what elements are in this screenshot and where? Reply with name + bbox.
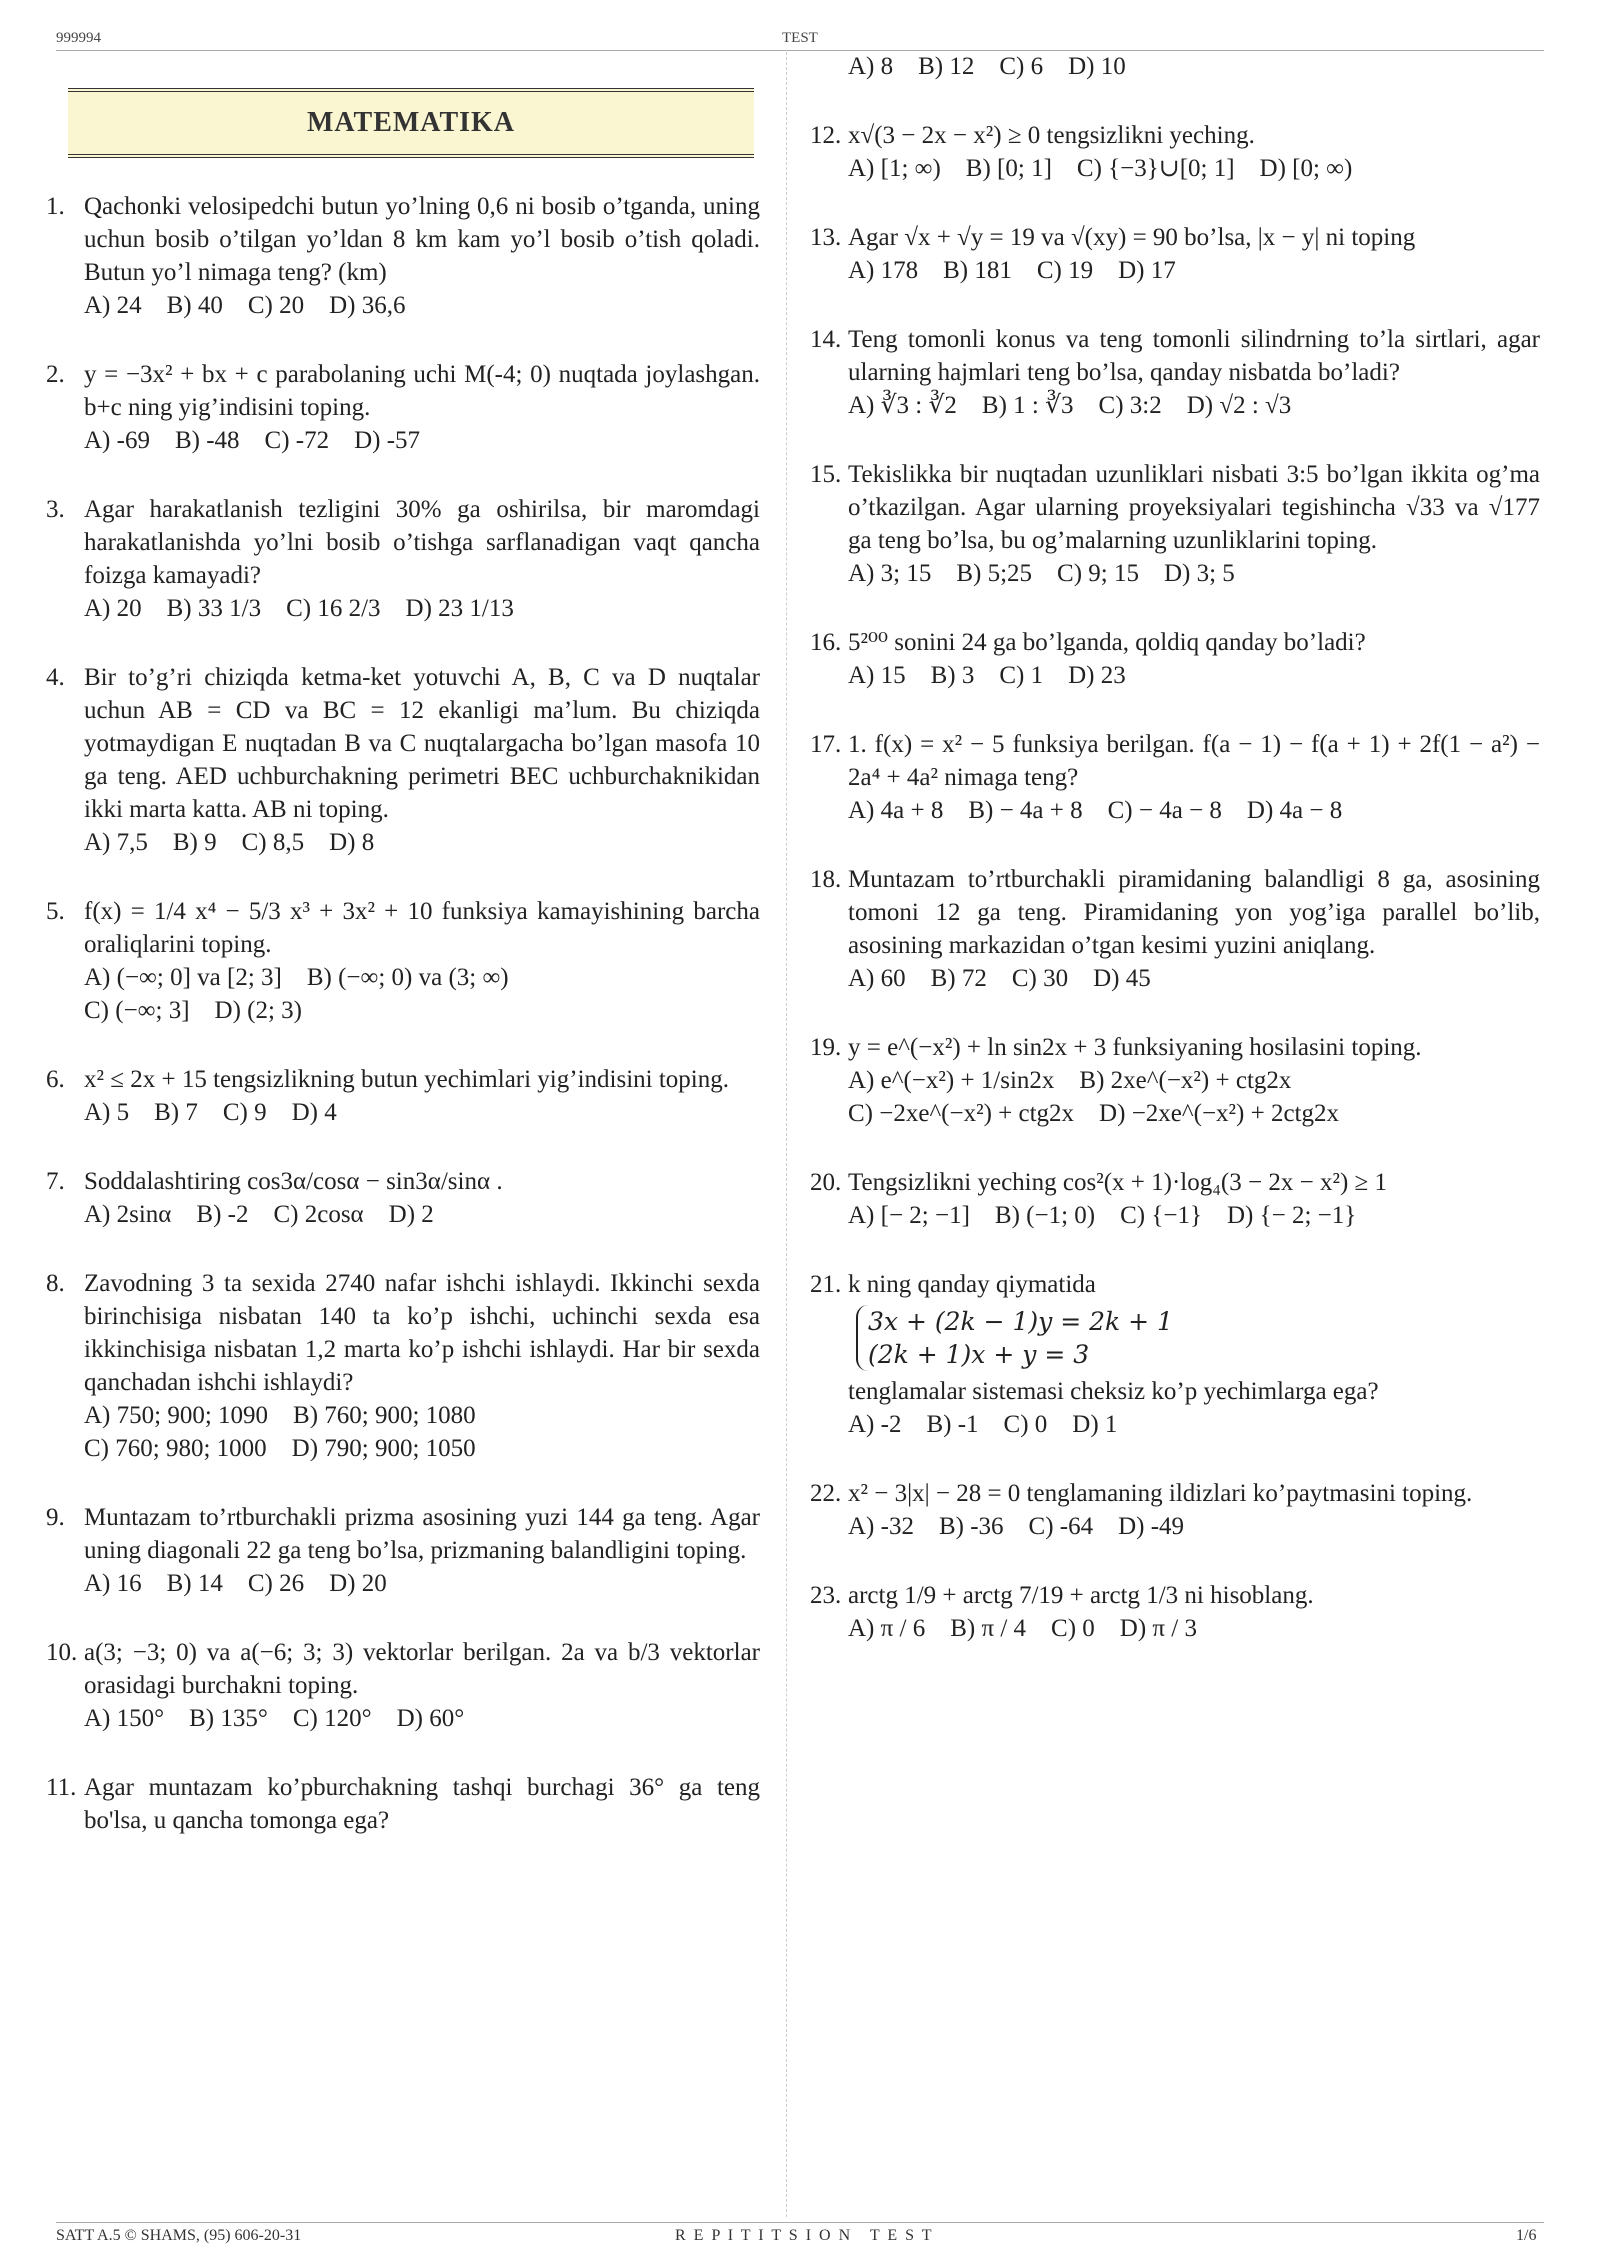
question-text: y = e^(−x²) + ln sin2x + 3 funksiyaning hosilasini toping. <box>848 1034 1422 1061</box>
question-number: 16. <box>810 629 842 656</box>
question-text: 5²⁰⁰ sonini 24 ga bo’lganda, qoldiq qanday bo’ladi? <box>848 629 1366 656</box>
question <box>810 1579 1540 1645</box>
question-number: 7. <box>46 1168 65 1195</box>
question-text: f(x) = 1/4 x⁴ − 5/3 x³ + 3x² + 10 funksiya kamayishining barcha oraliqlarini toping. <box>84 898 760 958</box>
question-number: 14. <box>810 326 842 353</box>
question <box>46 661 760 859</box>
question-number: 1. <box>46 193 65 220</box>
question-number: 9. <box>46 1504 65 1531</box>
question-number: 17. <box>810 731 842 758</box>
question-number: 10. <box>46 1639 78 1666</box>
question-text: Agar √x + √y = 19 va √(xy) = 90 bo’lsa, |x − y| ni toping <box>848 224 1416 251</box>
answer-options: A) 3; 15 B) 5;25 C) 9; 15 D) 3; 5 <box>848 560 1235 587</box>
question <box>810 458 1540 590</box>
question-number: 13. <box>810 224 842 251</box>
question <box>810 728 1540 827</box>
question-text: Tekislikka bir nuqtadan uzunliklari nisbati 3:5 bo’lgan ikkita og’ma o’tkazilgan. Agar ularning proyeksiyalari tegishincha √33 va √177 ga teng bo’lsa, bu og’malarning uzunliklarini toping. <box>848 461 1540 554</box>
header-title: TEST <box>782 30 818 46</box>
question <box>46 190 760 322</box>
answer-options: A) 16 B) 14 C) 26 D) 20 <box>84 1570 387 1597</box>
question <box>46 1771 760 1837</box>
question <box>46 1267 760 1465</box>
equation-system <box>856 1305 1173 1371</box>
question-text: k ning qanday qiymatida <box>848 1271 1096 1298</box>
question <box>46 895 760 1027</box>
answer-options: A) 5 B) 7 C) 9 D) 4 <box>84 1099 337 1126</box>
question-number: 18. <box>810 866 842 893</box>
answer-options: A) ∛3 : ∛2 B) 1 : ∛3 C) 3:2 D) √2 : √3 <box>848 392 1292 419</box>
answer-options: A) -69 B) -48 C) -72 D) -57 <box>84 427 421 454</box>
answer-options: A) 2sinα B) -2 C) 2cosα D) 2 <box>84 1201 434 1228</box>
question-text: Qachonki velosipedchi butun yo’lning 0,6 ni bosib o’tganda, uning uchun bosib o’tilgan yo’ldan 8 km kam yo’l bosib o’tish qoladi. Butun yo’l nimaga teng? (km) <box>84 193 760 286</box>
question-text: arctg 1/9 + arctg 7/19 + arctg 1/3 ni hisoblang. <box>848 1582 1314 1609</box>
question-number: 23. <box>810 1582 842 1609</box>
question <box>810 1166 1540 1232</box>
question <box>46 1501 760 1600</box>
question <box>810 863 1540 995</box>
question-text: x² − 3|x| − 28 = 0 tenglamaning ildizlari ko’paytmasini toping. <box>848 1480 1473 1507</box>
answer-options: A) -32 B) -36 C) -64 D) -49 <box>848 1513 1185 1540</box>
question <box>810 1477 1540 1543</box>
question <box>810 323 1540 422</box>
question <box>46 1063 760 1129</box>
question <box>810 50 1540 83</box>
question-number: 3. <box>46 496 65 523</box>
section-title: MATEMATIKA <box>306 107 516 138</box>
question <box>810 119 1540 185</box>
question <box>46 1165 760 1231</box>
answer-options: A) 20 B) 33 1/3 C) 16 2/3 D) 23 1/13 <box>84 595 514 622</box>
answer-options: A) 7,5 B) 9 C) 8,5 D) 8 <box>84 829 375 856</box>
footer-left: SATT A.5 © SHAMS, (95) 606-20-31 <box>56 2227 302 2244</box>
question <box>810 221 1540 287</box>
right-column <box>810 50 1540 1681</box>
answer-options: A) 8 B) 12 C) 6 D) 10 <box>848 53 1126 80</box>
answer-options: A) 15 B) 3 C) 1 D) 23 <box>848 662 1126 689</box>
question <box>46 1636 760 1735</box>
answer-options: A) e^(−x²) + 1/sin2x B) 2xe^(−x²) + ctg2x C) −2xe^(−x²) + ctg2x D) −2xe^(−x²) + 2ctg2x <box>848 1067 1340 1127</box>
question-number: 20. <box>810 1169 842 1196</box>
answer-options: A) [1; ∞) B) [0; 1] C) {−3}∪[0; 1] D) [0; ∞) <box>848 155 1353 182</box>
question-number: 6. <box>46 1066 65 1093</box>
answer-options: A) [− 2; −1] B) (−1; 0) C) {−1} D) {− 2; −1} <box>848 1202 1357 1229</box>
question-text: Tengsizlikni yeching cos²(x + 1)·log₄(3 − 2x − x²) ≥ 1 <box>848 1169 1387 1196</box>
equation-line: 3x + (2k − 1)y = 2k + 1 <box>868 1307 1173 1336</box>
question-number: 4. <box>46 664 65 691</box>
question-text: Teng tomonli konus va teng tomonli silindrning to’la sirtlari, agar ularning hajmlari teng bo’lsa, qanday nisbatda bo’ladi? <box>848 326 1540 386</box>
column-divider <box>786 52 787 2217</box>
answer-options: A) 178 B) 181 C) 19 D) 17 <box>848 257 1176 284</box>
question-number: 12. <box>810 122 842 149</box>
question-text: a(3; −3; 0) va a(−6; 3; 3) vektorlar berilgan. 2a va b/3 vektorlar orasidagi burchakni toping. <box>84 1639 760 1699</box>
footer-center: R E P I T I T S I O N T E S T <box>675 2227 934 2244</box>
left-column <box>46 100 760 1873</box>
question-text: Agar harakatlanish tezligini 30% ga oshirilsa, bir maromdagi harakatlanishda yo’lni bosib o’tishga sarflanadigan vaqt qancha foizga kamayadi? <box>84 496 760 589</box>
answer-options: A) (−∞; 0] va [2; 3] B) (−∞; 0) va (3; ∞) C) (−∞; 3] D) (2; 3) <box>84 964 509 1024</box>
question-text-continued: tenglamalar sistemasi cheksiz ko’p yechimlarga ega? <box>848 1378 1379 1405</box>
question-number: 5. <box>46 898 65 925</box>
answer-options: A) π / 6 B) π / 4 C) 0 D) π / 3 <box>848 1615 1197 1642</box>
question-number: 22. <box>810 1480 842 1507</box>
question-text: Muntazam to’rtburchakli prizma asosining yuzi 144 ga teng. Agar uning diagonali 22 ga teng bo’lsa, prizmaning balandligini toping. <box>84 1504 760 1564</box>
question-number: 21. <box>810 1271 842 1298</box>
question <box>810 1031 1540 1130</box>
question-number: 8. <box>46 1270 65 1297</box>
question-text: Muntazam to’rtburchakli piramidaning balandligi 8 ga, asosining tomoni 12 ga teng. Piramidaning yon yog’iga parallel bo’lib, asosining markazidan o’tgan kesimi yuzini aniqlang. <box>848 866 1540 959</box>
question-text: y = −3x² + bx + c parabolaning uchi M(-4; 0) nuqtada joylashgan. b+c ning yig’indisini toping. <box>84 361 760 421</box>
question-number: 15. <box>810 461 842 488</box>
question <box>46 358 760 457</box>
answer-options: A) 60 B) 72 C) 30 D) 45 <box>848 965 1151 992</box>
question-text: Zavodning 3 ta sexida 2740 nafar ishchi ishlaydi. Ikkinchi sexda birinchisiga nisbatan 140 ta ko’p ishchi, uchinchi sexda esa ikkinchisiga nisbatan 1,2 marta ko’p ishchi ishlaydi. Har bir sexda qanchadan ishchi ishlaydi? <box>84 1270 760 1396</box>
answer-options: A) 24 B) 40 C) 20 D) 36,6 <box>84 292 406 319</box>
question-number: 19. <box>810 1034 842 1061</box>
footer-divider <box>56 2222 1544 2223</box>
question <box>810 1268 1540 1441</box>
footer-page-number: 1/6 <box>1516 2227 1537 2244</box>
question-text: Soddalashtiring cos3α/cosα − sin3α/sinα . <box>84 1168 503 1195</box>
answer-options: A) 750; 900; 1090 B) 760; 900; 1080 C) 760; 980; 1000 D) 790; 900; 1050 <box>84 1402 476 1462</box>
question-text: x² ≤ 2x + 15 tengsizlikning butun yechimlari yig’indisini toping. <box>84 1066 729 1093</box>
question-number: 2. <box>46 361 65 388</box>
question-text: Agar muntazam ko’pburchakning tashqi burchagi 36° ga teng bo'lsa, u qancha tomonga ega? <box>84 1774 760 1834</box>
header-code: 999994 <box>56 30 101 46</box>
question-text: Bir to’g’ri chiziqda ketma-ket yotuvchi A, B, C va D nuqtalar uchun AB = CD va BC = 12 ekanligi ma’lum. Bu chiziqda yotmaydigan E nuqtadan B va C nuqtalargacha bo’lgan masofa 10 ga teng. AED uchburchakning perimetri BEC uchburchaknikidan ikki marta katta. AB ni toping. <box>84 664 760 823</box>
question <box>810 626 1540 692</box>
question-number: 11. <box>46 1774 77 1801</box>
answer-options: A) -2 B) -1 C) 0 D) 1 <box>848 1411 1118 1438</box>
answer-options: A) 150° B) 135° C) 120° D) 60° <box>84 1705 465 1732</box>
question <box>46 493 760 625</box>
equation-line: (2k + 1)x + y = 3 <box>868 1340 1090 1369</box>
question-text: 1. f(x) = x² − 5 funksiya berilgan. f(a − 1) − f(a + 1) + 2f(1 − a²) − 2a⁴ + 4a² nimaga teng? <box>848 731 1540 791</box>
answer-options: A) 4a + 8 B) − 4a + 8 C) − 4a − 8 D) 4a − 8 <box>848 797 1343 824</box>
question-text: x√(3 − 2x − x²) ≥ 0 tengsizlikni yeching. <box>848 122 1255 149</box>
